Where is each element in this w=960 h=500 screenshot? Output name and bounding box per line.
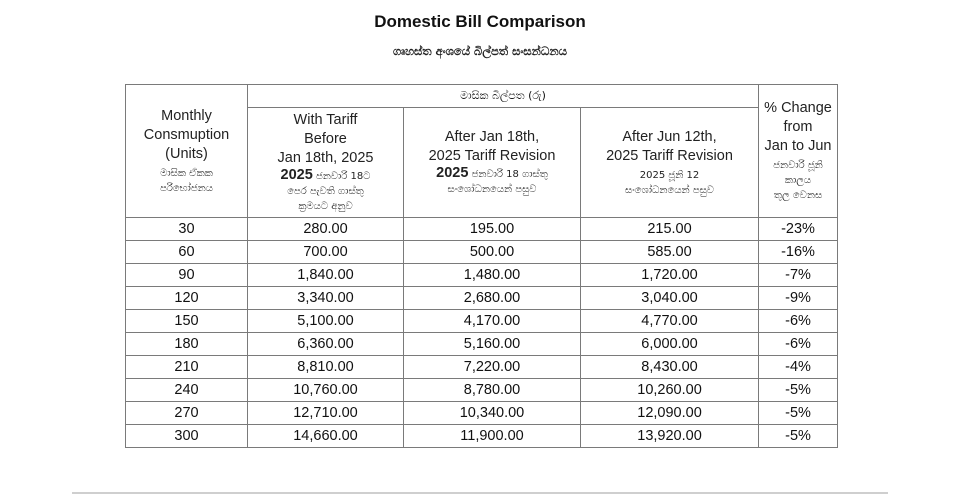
header-text: 2025 Tariff Revision (606, 147, 733, 164)
header-text: After Jun 12th, (622, 128, 717, 145)
header-sinhala-text: ජනවාරි 18 ගාස්තු (471, 169, 548, 180)
table-row (126, 264, 838, 287)
percent-change-cell: -5% (759, 379, 838, 402)
units-cell: 90 (126, 264, 248, 287)
units-cell: 30 (126, 218, 248, 241)
after-jun-cell: 12,090.00 (581, 402, 759, 425)
before-jan-cell: 1,840.00 (248, 264, 404, 287)
after-jun-cell: 585.00 (581, 241, 759, 264)
table-row (126, 402, 838, 425)
table-row (126, 310, 838, 333)
after-jan-cell: 2,680.00 (404, 287, 581, 310)
before-jan-cell: 280.00 (248, 218, 404, 241)
header-after-jan-revision (404, 108, 581, 218)
units-cell: 270 (126, 402, 248, 425)
units-cell: 150 (126, 310, 248, 333)
header-text: Jan 18th, 2025 (277, 150, 374, 166)
page-title: Domestic Bill Comparison (374, 12, 586, 31)
header-monthly-bill-group: මාසික බිල්පත (රු) (248, 85, 759, 108)
before-jan-cell: 10,760.00 (248, 379, 404, 402)
header-text: Monthly (161, 107, 212, 124)
before-jan-cell: 700.00 (248, 241, 404, 264)
header-sinhala-text: සංශෝධනයෙන් පසුව (447, 184, 537, 195)
header-before-jan-tariff (248, 108, 404, 218)
units-cell: 300 (126, 425, 248, 448)
header-sinhala-text: 2025 ජූනි 12 (639, 169, 700, 181)
header-sinhala-text: පෙර පැවති ගාස්තු (287, 186, 364, 197)
table-row (126, 241, 838, 264)
percent-change-cell: -5% (759, 402, 838, 425)
header-sinhala-text: තුල වෙනස (773, 190, 823, 201)
header-text: (Units) (165, 145, 208, 162)
before-jan-cell: 3,340.00 (248, 287, 404, 310)
after-jan-cell: 195.00 (404, 218, 581, 241)
percent-change-cell: -23% (759, 218, 838, 241)
table-row (126, 356, 838, 379)
after-jan-cell: 4,170.00 (404, 310, 581, 333)
header-year: 2025 (436, 165, 469, 181)
header-percent-change (759, 85, 838, 218)
table-row (126, 218, 838, 241)
after-jun-cell: 10,260.00 (581, 379, 759, 402)
after-jan-cell: 10,340.00 (404, 402, 581, 425)
table-row (126, 425, 838, 448)
header-sinhala-text: පරිභෝජනය (160, 182, 213, 194)
header-text: Jan to Jun (764, 138, 832, 154)
before-jan-cell: 6,360.00 (248, 333, 404, 356)
header-text: Before (304, 131, 347, 147)
header-after-jun-revision (581, 108, 759, 218)
after-jun-cell: 8,430.00 (581, 356, 759, 379)
page-subtitle: ගෘහස්ත අංශයේ බිල්පත් සංසන්ධනය (392, 44, 568, 58)
after-jan-cell: 1,480.00 (404, 264, 581, 287)
before-jan-cell: 12,710.00 (248, 402, 404, 425)
units-cell: 240 (126, 379, 248, 402)
before-jan-cell: 14,660.00 (248, 425, 404, 448)
header-sinhala-text: සංශෝධනයෙන් පසුව (625, 184, 714, 196)
bill-comparison-table (125, 84, 838, 448)
header-text: from (783, 119, 813, 135)
header-text: Consmuption (143, 126, 230, 143)
header-sinhala-text: ජනවාරි 18ට (315, 171, 371, 182)
after-jun-cell: 215.00 (581, 218, 759, 241)
after-jan-cell: 8,780.00 (404, 379, 581, 402)
after-jun-cell: 13,920.00 (581, 425, 759, 448)
after-jan-cell: 5,160.00 (404, 333, 581, 356)
before-jan-cell: 5,100.00 (248, 310, 404, 333)
units-cell: 60 (126, 241, 248, 264)
percent-change-cell: -9% (759, 287, 838, 310)
after-jan-cell: 7,220.00 (404, 356, 581, 379)
after-jun-cell: 6,000.00 (581, 333, 759, 356)
after-jun-cell: 3,040.00 (581, 287, 759, 310)
header-year: 2025 (280, 167, 313, 183)
table-body (126, 218, 838, 448)
after-jan-cell: 11,900.00 (404, 425, 581, 448)
after-jun-cell: 4,770.00 (581, 310, 759, 333)
footer-divider (72, 492, 888, 494)
after-jun-cell: 1,720.00 (581, 264, 759, 287)
percent-change-cell: -5% (759, 425, 838, 448)
header-sinhala-text: ක්‍රමයට අනුව (298, 201, 353, 212)
percent-change-cell: -7% (759, 264, 838, 287)
table-row (126, 379, 838, 402)
header-sinhala-text: මාසික ඒකක (160, 167, 213, 179)
percent-change-cell: -16% (759, 241, 838, 264)
percent-change-cell: -6% (759, 310, 838, 333)
header-text: % Change (764, 100, 832, 116)
units-cell: 120 (126, 287, 248, 310)
before-jan-cell: 8,810.00 (248, 356, 404, 379)
header-sinhala-text: ජනවාරි ජූනි කාලය (773, 160, 823, 186)
percent-change-cell: -4% (759, 356, 838, 379)
after-jan-cell: 500.00 (404, 241, 581, 264)
header-text: After Jan 18th, (444, 129, 540, 145)
table-row (126, 333, 838, 356)
header-text: With Tariff (293, 112, 358, 128)
header-monthly-consumption (126, 85, 248, 218)
table-row (126, 287, 838, 310)
units-cell: 210 (126, 356, 248, 379)
header-text: 2025 Tariff Revision (428, 148, 556, 164)
units-cell: 180 (126, 333, 248, 356)
percent-change-cell: -6% (759, 333, 838, 356)
